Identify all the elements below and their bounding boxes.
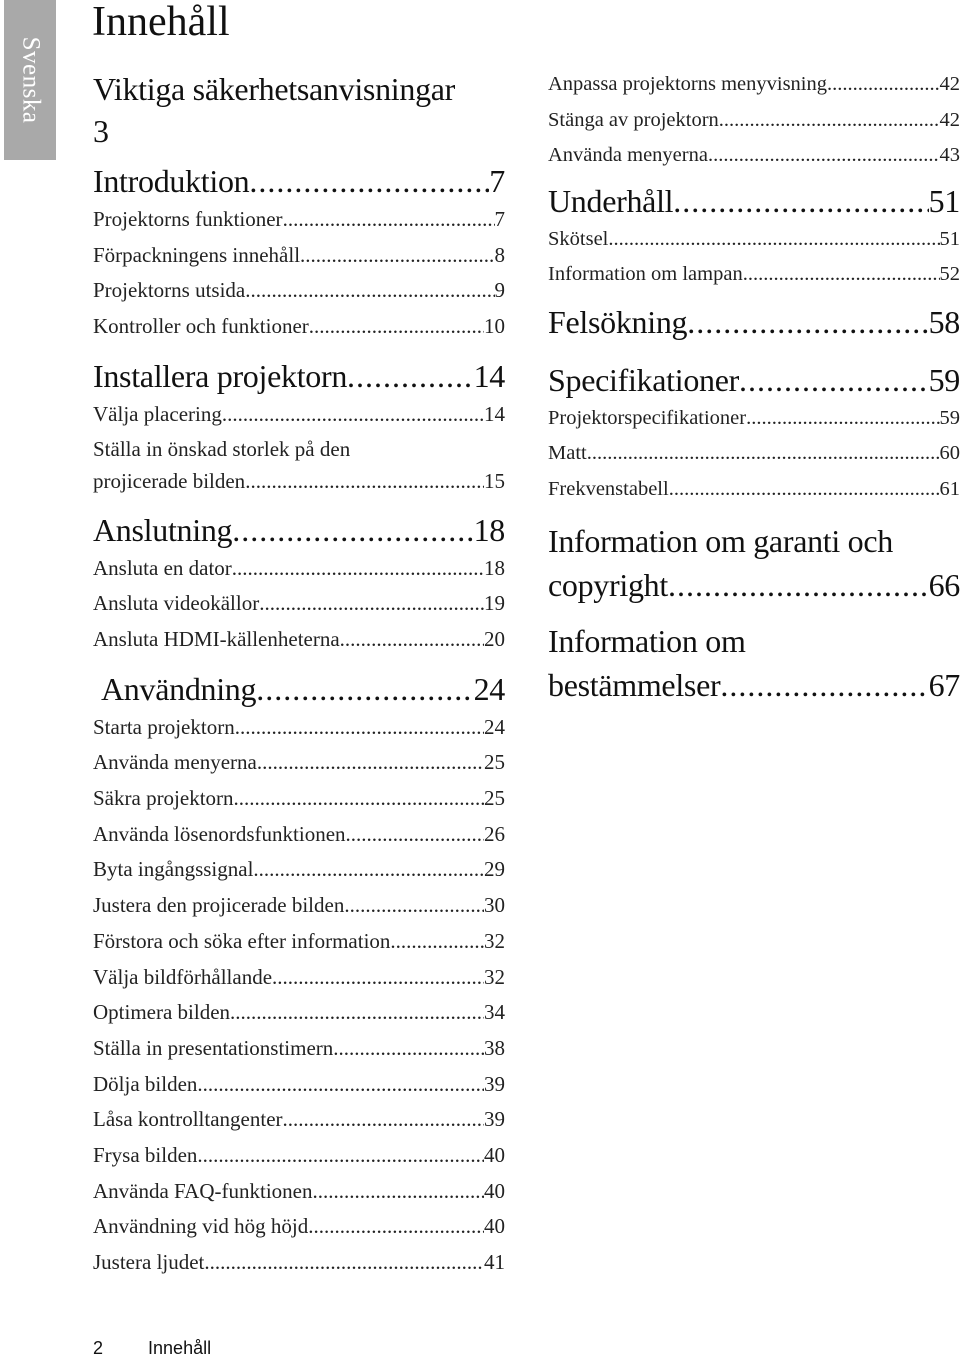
toc-section-title: Installera projektorn: [93, 357, 348, 394]
toc-item-label: Frekvenstabell: [548, 477, 669, 500]
toc-section[interactable]: [548, 301, 960, 343]
toc-item[interactable]: [548, 257, 960, 293]
toc-item-page: 40: [484, 1214, 505, 1239]
toc-item-label: Skötsel: [548, 227, 609, 250]
toc-right-column: [548, 67, 960, 707]
dot-leader: [232, 551, 484, 587]
toc-section-page: 51: [928, 182, 960, 219]
toc-item-label: Matt: [548, 442, 587, 464]
dot-leader: [300, 238, 494, 274]
toc-section[interactable]: [548, 519, 960, 607]
toc-section[interactable]: [93, 160, 505, 202]
dot-leader: [743, 257, 940, 293]
toc-item-label: Frysa bilden: [93, 1143, 198, 1168]
dot-leader: [249, 160, 489, 202]
toc-section[interactable]: [548, 359, 960, 401]
toc-item-page: 32: [484, 928, 505, 953]
toc-section-page: 59: [928, 361, 960, 398]
footer-page-number: 2: [93, 1338, 104, 1358]
toc-section-title-line2: bestämmelser: [548, 667, 721, 703]
dot-leader: [720, 663, 928, 707]
toc-section-title: Anslutning: [93, 511, 233, 548]
toc-item-label-line2: projicerade bilden: [93, 468, 246, 493]
toc-item-label: Starta projektorn: [93, 714, 235, 739]
toc-item-label: Använda lösenordsfunktionen: [93, 821, 346, 846]
toc-section[interactable]: [548, 180, 960, 222]
toc-item[interactable]: [93, 817, 505, 853]
toc-item-page: 30: [484, 893, 505, 918]
toc-item-label: Byta ingångssignal: [93, 857, 254, 882]
toc-item[interactable]: [93, 852, 505, 888]
toc-item-page: 40: [484, 1178, 505, 1203]
toc-item-label: Justera ljudet: [93, 1250, 205, 1275]
toc-item[interactable]: [93, 1209, 505, 1245]
toc-item[interactable]: [548, 472, 960, 508]
toc-section-page: 66: [928, 567, 960, 603]
toc-item[interactable]: [93, 309, 505, 345]
toc-section-title-line1: Information om: [548, 623, 746, 659]
dot-leader: [257, 745, 484, 781]
toc-item[interactable]: [93, 273, 505, 309]
dot-leader: [340, 622, 484, 658]
toc-item[interactable]: [93, 1174, 505, 1210]
dot-leader: [283, 202, 495, 238]
toc-item-page: 40: [484, 1143, 505, 1168]
dot-leader: [245, 465, 484, 497]
toc-item-page: 42: [939, 108, 960, 131]
dot-leader: [827, 67, 940, 103]
dot-leader: [197, 1138, 484, 1174]
toc-item-page: 38: [484, 1035, 505, 1060]
dot-leader: [719, 103, 940, 139]
toc-item[interactable]: [93, 924, 505, 960]
dot-leader: [608, 222, 939, 258]
toc-section-title-line2: copyright: [548, 567, 668, 603]
toc-section-page: 3: [93, 113, 109, 149]
dot-leader: [390, 924, 484, 960]
toc-left-column: [93, 68, 505, 1281]
toc-item-label: Kontroller och funktioner: [93, 314, 309, 339]
toc-item-page: 60: [939, 442, 960, 464]
toc-item-page: 26: [484, 821, 505, 846]
toc-item[interactable]: [93, 1138, 505, 1174]
toc-item-page: 7: [494, 207, 505, 231]
toc-section-page: 67: [928, 667, 960, 703]
toc-section-title: Introduktion: [93, 163, 250, 199]
dot-leader: [308, 1209, 484, 1245]
toc-item-label: Optimera bilden: [93, 1000, 231, 1025]
toc-item-page: 15: [484, 468, 505, 493]
toc-item-label: Anpassa projektorns menyvisning: [548, 73, 827, 95]
toc-item-page: 19: [484, 591, 505, 616]
toc-item[interactable]: [548, 222, 960, 258]
toc-item[interactable]: [548, 138, 960, 174]
toc-section-page: 24: [473, 670, 505, 707]
page-footer: [93, 1338, 211, 1359]
toc-section-title: Specifikationer: [548, 361, 739, 398]
dot-leader: [687, 301, 928, 343]
toc-item-label: Förpackningens innehåll: [93, 242, 301, 267]
toc-item-label: Välja placering: [93, 401, 222, 426]
toc-item-page: 9: [494, 278, 505, 303]
dot-leader: [347, 355, 474, 397]
toc-item-page: 29: [484, 857, 505, 882]
toc-item-page: 43: [939, 144, 960, 166]
toc-item-label: Stänga av projektorn: [548, 108, 719, 131]
dot-leader: [283, 1102, 484, 1138]
dot-leader: [668, 563, 929, 607]
toc-item-label: Ansluta HDMI-källenheterna: [93, 626, 340, 651]
toc-item[interactable]: [548, 67, 960, 103]
dot-leader: [739, 359, 929, 401]
language-side-tab: [4, 0, 56, 160]
toc-item-label: Användning vid hög höjd: [93, 1214, 309, 1239]
toc-item-label: Justera den projicerade bilden: [93, 893, 345, 918]
dot-leader: [746, 401, 939, 437]
toc-item-label: Använda FAQ-funktionen: [93, 1178, 313, 1203]
dot-leader: [256, 668, 473, 710]
dot-leader: [313, 1174, 485, 1210]
toc-item-label: Använda menyerna: [548, 144, 708, 166]
toc-item-page: 41: [484, 1250, 505, 1275]
toc-item[interactable]: [93, 238, 505, 274]
dot-leader: [204, 1245, 484, 1281]
toc-item-label: Projektorns funktioner: [93, 207, 283, 231]
dot-leader: [259, 586, 484, 622]
toc-item-label: Säkra projektorn: [93, 786, 234, 811]
toc-item-page: 10: [484, 314, 505, 339]
toc-item-page: 32: [484, 964, 505, 989]
toc-section[interactable]: [548, 619, 960, 707]
toc-item-page: 24: [484, 714, 505, 739]
toc-item-page: 25: [484, 750, 505, 775]
toc-section-title: Användning: [101, 670, 257, 707]
toc-section[interactable]: [93, 668, 505, 710]
toc-item-page: 59: [939, 406, 960, 429]
toc-item[interactable]: [548, 401, 960, 437]
dot-leader: [222, 397, 484, 433]
dot-leader: [333, 1031, 484, 1067]
dot-leader: [669, 472, 940, 508]
footer-label: Innehåll: [148, 1338, 212, 1358]
toc-item-label: Ansluta videokällor: [93, 591, 260, 616]
dot-leader: [346, 817, 484, 853]
toc-item[interactable]: [93, 745, 505, 781]
dot-leader: [587, 436, 940, 472]
toc-section-title: Felsökning: [548, 303, 688, 340]
toc-item[interactable]: [548, 103, 960, 139]
toc-item[interactable]: [548, 436, 960, 472]
toc-item[interactable]: [93, 1245, 505, 1281]
toc-item-page: 39: [484, 1071, 505, 1096]
toc-item-label: Använda menyerna: [93, 750, 257, 775]
toc-item-page: 14: [484, 401, 505, 426]
toc-section-title: Underhåll: [548, 182, 674, 219]
toc-item-page: 18: [484, 555, 505, 580]
toc-item[interactable]: [93, 995, 505, 1031]
toc-item-label: Dölja bilden: [93, 1071, 198, 1096]
toc-item-label: Information om lampan: [548, 263, 743, 285]
toc-item[interactable]: [93, 960, 505, 996]
dot-leader: [344, 888, 484, 924]
toc-item-label: Ansluta en dator: [93, 555, 232, 580]
dot-leader: [253, 852, 484, 888]
toc-item[interactable]: [93, 397, 505, 433]
toc-item[interactable]: [93, 1067, 505, 1103]
toc-section[interactable]: [93, 355, 505, 397]
dot-leader: [234, 781, 484, 817]
toc-section[interactable]: [93, 509, 505, 551]
dot-leader: [230, 995, 484, 1031]
toc-item[interactable]: [93, 202, 505, 238]
toc-item-page: 34: [484, 1000, 505, 1025]
toc-item[interactable]: [93, 1031, 505, 1067]
toc-section-page: 7: [489, 163, 505, 199]
language-label: Svenska: [17, 36, 45, 124]
toc-item-page: 25: [484, 786, 505, 811]
toc-item[interactable]: [93, 622, 505, 658]
toc-item-page: 42: [939, 73, 960, 95]
toc-item-label: Projektorns utsida: [93, 278, 246, 303]
toc-item-label: Låsa kontrolltangenter: [93, 1107, 283, 1132]
toc-item-page: 8: [494, 242, 505, 267]
dot-leader: [272, 960, 484, 996]
toc-item-label: Välja bildförhållande: [93, 964, 273, 989]
toc-item-page: 20: [484, 626, 505, 651]
toc-item-page: 52: [939, 263, 960, 285]
toc-item[interactable]: [93, 551, 505, 587]
dot-leader: [197, 1067, 484, 1103]
toc-section-page: 18: [473, 511, 505, 548]
dot-leader: [235, 710, 484, 746]
toc-section-page: 14: [473, 357, 505, 394]
toc-item[interactable]: [93, 1102, 505, 1138]
dot-leader: [232, 509, 473, 551]
toc-item[interactable]: [93, 781, 505, 817]
toc-item[interactable]: [93, 586, 505, 622]
toc-item-label: Projektorspecifikationer: [548, 406, 747, 429]
toc-item-label-line1: Ställa in önskad storlek på den: [93, 436, 351, 461]
toc-item-page: 39: [484, 1107, 505, 1132]
toc-item-wrapped[interactable]: [93, 433, 505, 497]
toc-section-page: 58: [928, 303, 960, 340]
toc-item-page: 51: [939, 227, 960, 250]
toc-section-title: Viktiga säkerhetsanvisningar: [93, 71, 456, 107]
page-title: Innehåll: [92, 0, 230, 45]
toc-section-title-line1: Information om garanti och: [548, 523, 893, 559]
dot-leader: [673, 180, 928, 222]
toc-item[interactable]: [93, 888, 505, 924]
toc-item-label: Förstora och söka efter information: [93, 928, 391, 953]
dot-leader: [708, 138, 940, 174]
toc-item-label: Ställa in presentationstimern: [93, 1035, 334, 1060]
toc-item[interactable]: [93, 710, 505, 746]
toc-section[interactable]: [93, 68, 505, 152]
dot-leader: [245, 273, 494, 309]
toc-item-page: 61: [939, 477, 960, 500]
dot-leader: [309, 309, 484, 345]
